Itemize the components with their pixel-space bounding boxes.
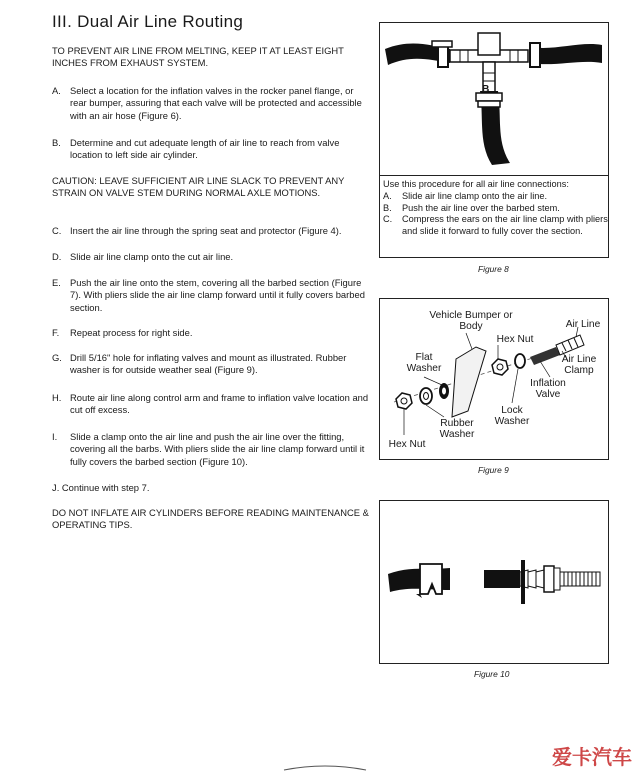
figure-8-label-b: B — [482, 84, 490, 95]
step-c: C. Insert the air line through the spring seat and protector (Figure 4). — [52, 225, 342, 236]
watermark-logo: 爱卡汽车 — [552, 747, 632, 769]
step-a: A. Select a location for the inflation valves in the rocker panel flange, or rear bumper, assuring that each valve will be protected and accessible with an air hose (Figure 6). — [52, 85, 362, 121]
step-e: E. Push the air line onto the stem, covering all the barbed section (Figure 7). With pliers slide the air line clamp forward until it fully covers barbed section. — [52, 277, 365, 313]
figure-10-caption: Figure 10 — [474, 669, 510, 679]
step-i: I. Slide a clamp onto the air line and push the air line over the fitting, covering all the barbs. With pliers slide the air line clamp forward until it fully covers the barbed section (Figure 10). — [52, 431, 365, 467]
figure-9-label-rubber-washer: Rubber Washer — [439, 418, 475, 440]
figure-9-label-flat-washer: Flat Washer — [406, 352, 442, 374]
figure-8-intro: Use this procedure for all air line connections: — [383, 179, 569, 189]
figure-9-label-lock-washer: Lock Washer — [494, 405, 530, 427]
bottom-arc — [280, 760, 370, 772]
step-h: H. Route air line along control arm and frame to inflation valve location and cut off excess. — [52, 392, 369, 416]
caution-text: CAUTION: LEAVE SUFFICIENT AIR LINE SLACK TO PREVENT ANY STRAIN ON VALVE STEM DURING NORMAL AXLE MOTIONS. — [52, 175, 345, 199]
step-b: B. Determine and cut adequate length of air line to reach from valve location to left side air cylinder. — [52, 137, 340, 161]
figure-9-caption: Figure 9 — [478, 465, 509, 475]
warning-text: TO PREVENT AIR LINE FROM MELTING, KEEP IT AT LEAST EIGHT INCHES FROM EXHAUST SYSTEM. — [52, 45, 344, 69]
figure-8-steps — [383, 179, 609, 238]
figure-8-illustration — [380, 23, 607, 175]
step-f: F. Repeat process for right side. — [52, 327, 193, 338]
figure-9-label-air-line-clamp: Air Line Clamp — [561, 354, 597, 376]
figure-9-label-inflation-valve: Inflation Valve — [530, 378, 566, 400]
figure-8-step-a: A. Slide air line clamp onto the air line. — [383, 190, 548, 201]
figure-9-label-hex-nut-bottom: Hex Nut — [388, 439, 426, 450]
final-warning-text: DO NOT INFLATE AIR CYLINDERS BEFORE READING MAINTENANCE & OPERATING TIPS. — [52, 507, 369, 531]
figure-8-caption: Figure 8 — [478, 264, 509, 274]
figure-9-label-air-line: Air Line — [565, 319, 601, 330]
step-g: G. Drill 5/16" hole for inflating valves and mount as illustrated. Rubber washer is for outside weather seal (Figure 9). — [52, 352, 347, 376]
figure-8-step-c: C. Compress the ears on the air line clamp with pliers and slide it forward to fully cover the section. — [383, 214, 608, 237]
figure-9-label-bumper: Vehicle Bumper or Body — [429, 310, 513, 332]
figure-10-illustration — [380, 540, 607, 610]
page-title: III. Dual Air Line Routing — [52, 12, 244, 31]
step-j: J. Continue with step 7. — [52, 482, 150, 493]
step-d: D. Slide air line clamp onto the cut air line. — [52, 251, 234, 262]
figure-8-step-b: B. Push the air line over the barbed stem. — [383, 202, 560, 213]
figure-9-label-hex-nut-top: Hex Nut — [496, 334, 534, 345]
figure-8-divider — [379, 175, 608, 176]
